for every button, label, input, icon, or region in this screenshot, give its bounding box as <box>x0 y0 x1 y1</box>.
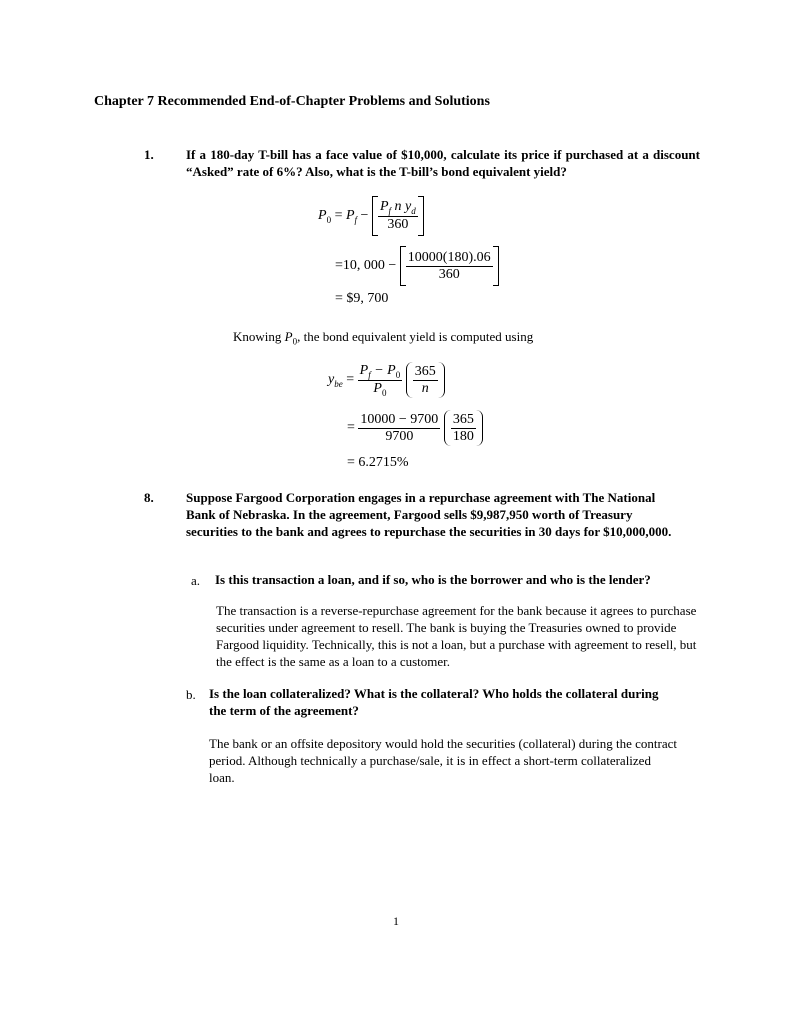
equation-2-line-3: = 6.2715% <box>347 455 409 470</box>
page-number: 1 <box>393 914 399 928</box>
equation-2-line-2: = $\frac{10000 - 9700}{9700}$ $\frac{365}{180}$ <box>347 410 483 446</box>
part-b-label: b. <box>186 687 196 702</box>
question-8-text: Suppose Fargood Corporation engages in a repurchase agreement with The National Bank of Nebraska. In the agreement, Fargood sells $9,987,950 worth of Treasury securities to the bank and agrees to repurchase the securities in 30 days for $10,000,000. <box>186 490 672 539</box>
equation-1-line-1: $P_0 = P_f$ − $\frac{P_f n y_d}{360}$ <box>318 196 424 236</box>
knowing-sentence: Knowing $P_0$, the bond equivalent yield is computed using <box>233 329 534 347</box>
equation-2-line-1: $y_{be}$ = $\frac{P_f - P_0}{P_0}$ $\frac{365}{n}$ <box>328 362 445 398</box>
question-1-number: 1. <box>144 147 154 162</box>
part-a-label: a. <box>191 573 201 588</box>
question-1-text: If a 180-day T-bill has a face value of $10,000, calculate its price if purchased at a discount “Asked” rate of 6%? Also, what is the T-bill’s bond equivalent yield? <box>186 147 700 179</box>
equation-1-line-2: =10, 000 − $\frac{10000(180).06}{360}$ <box>335 246 499 286</box>
part-a-answer: The transaction is a reverse-repurchase agreement for the bank because it agrees to purchase securities under agreement to resell. The bank is buying the Treasuries owned to provide Fargood liquidity. Technically, this is not a loan, but a purchase with agreement to resell, but the effect is the same as a loan to a customer. <box>216 603 697 669</box>
part-b-answer: The bank or an offsite depository would hold the securities (collateral) during the contract period. Although technically a purchase/sale, it is in effect a short-term collateralized loan. <box>209 736 677 785</box>
page-title: Chapter 7 Recommended End-of-Chapter Problems and Solutions <box>94 94 490 109</box>
part-a-question: Is this transaction a loan, and if so, who is the borrower and who is the lender? <box>215 572 651 587</box>
question-8-number: 8. <box>144 490 154 505</box>
part-b-question: Is the loan collateralized? What is the collateral? Who holds the collateral during the term of the agreement? <box>209 686 659 718</box>
equation-1-line-3: = $9, 700 <box>335 291 389 306</box>
